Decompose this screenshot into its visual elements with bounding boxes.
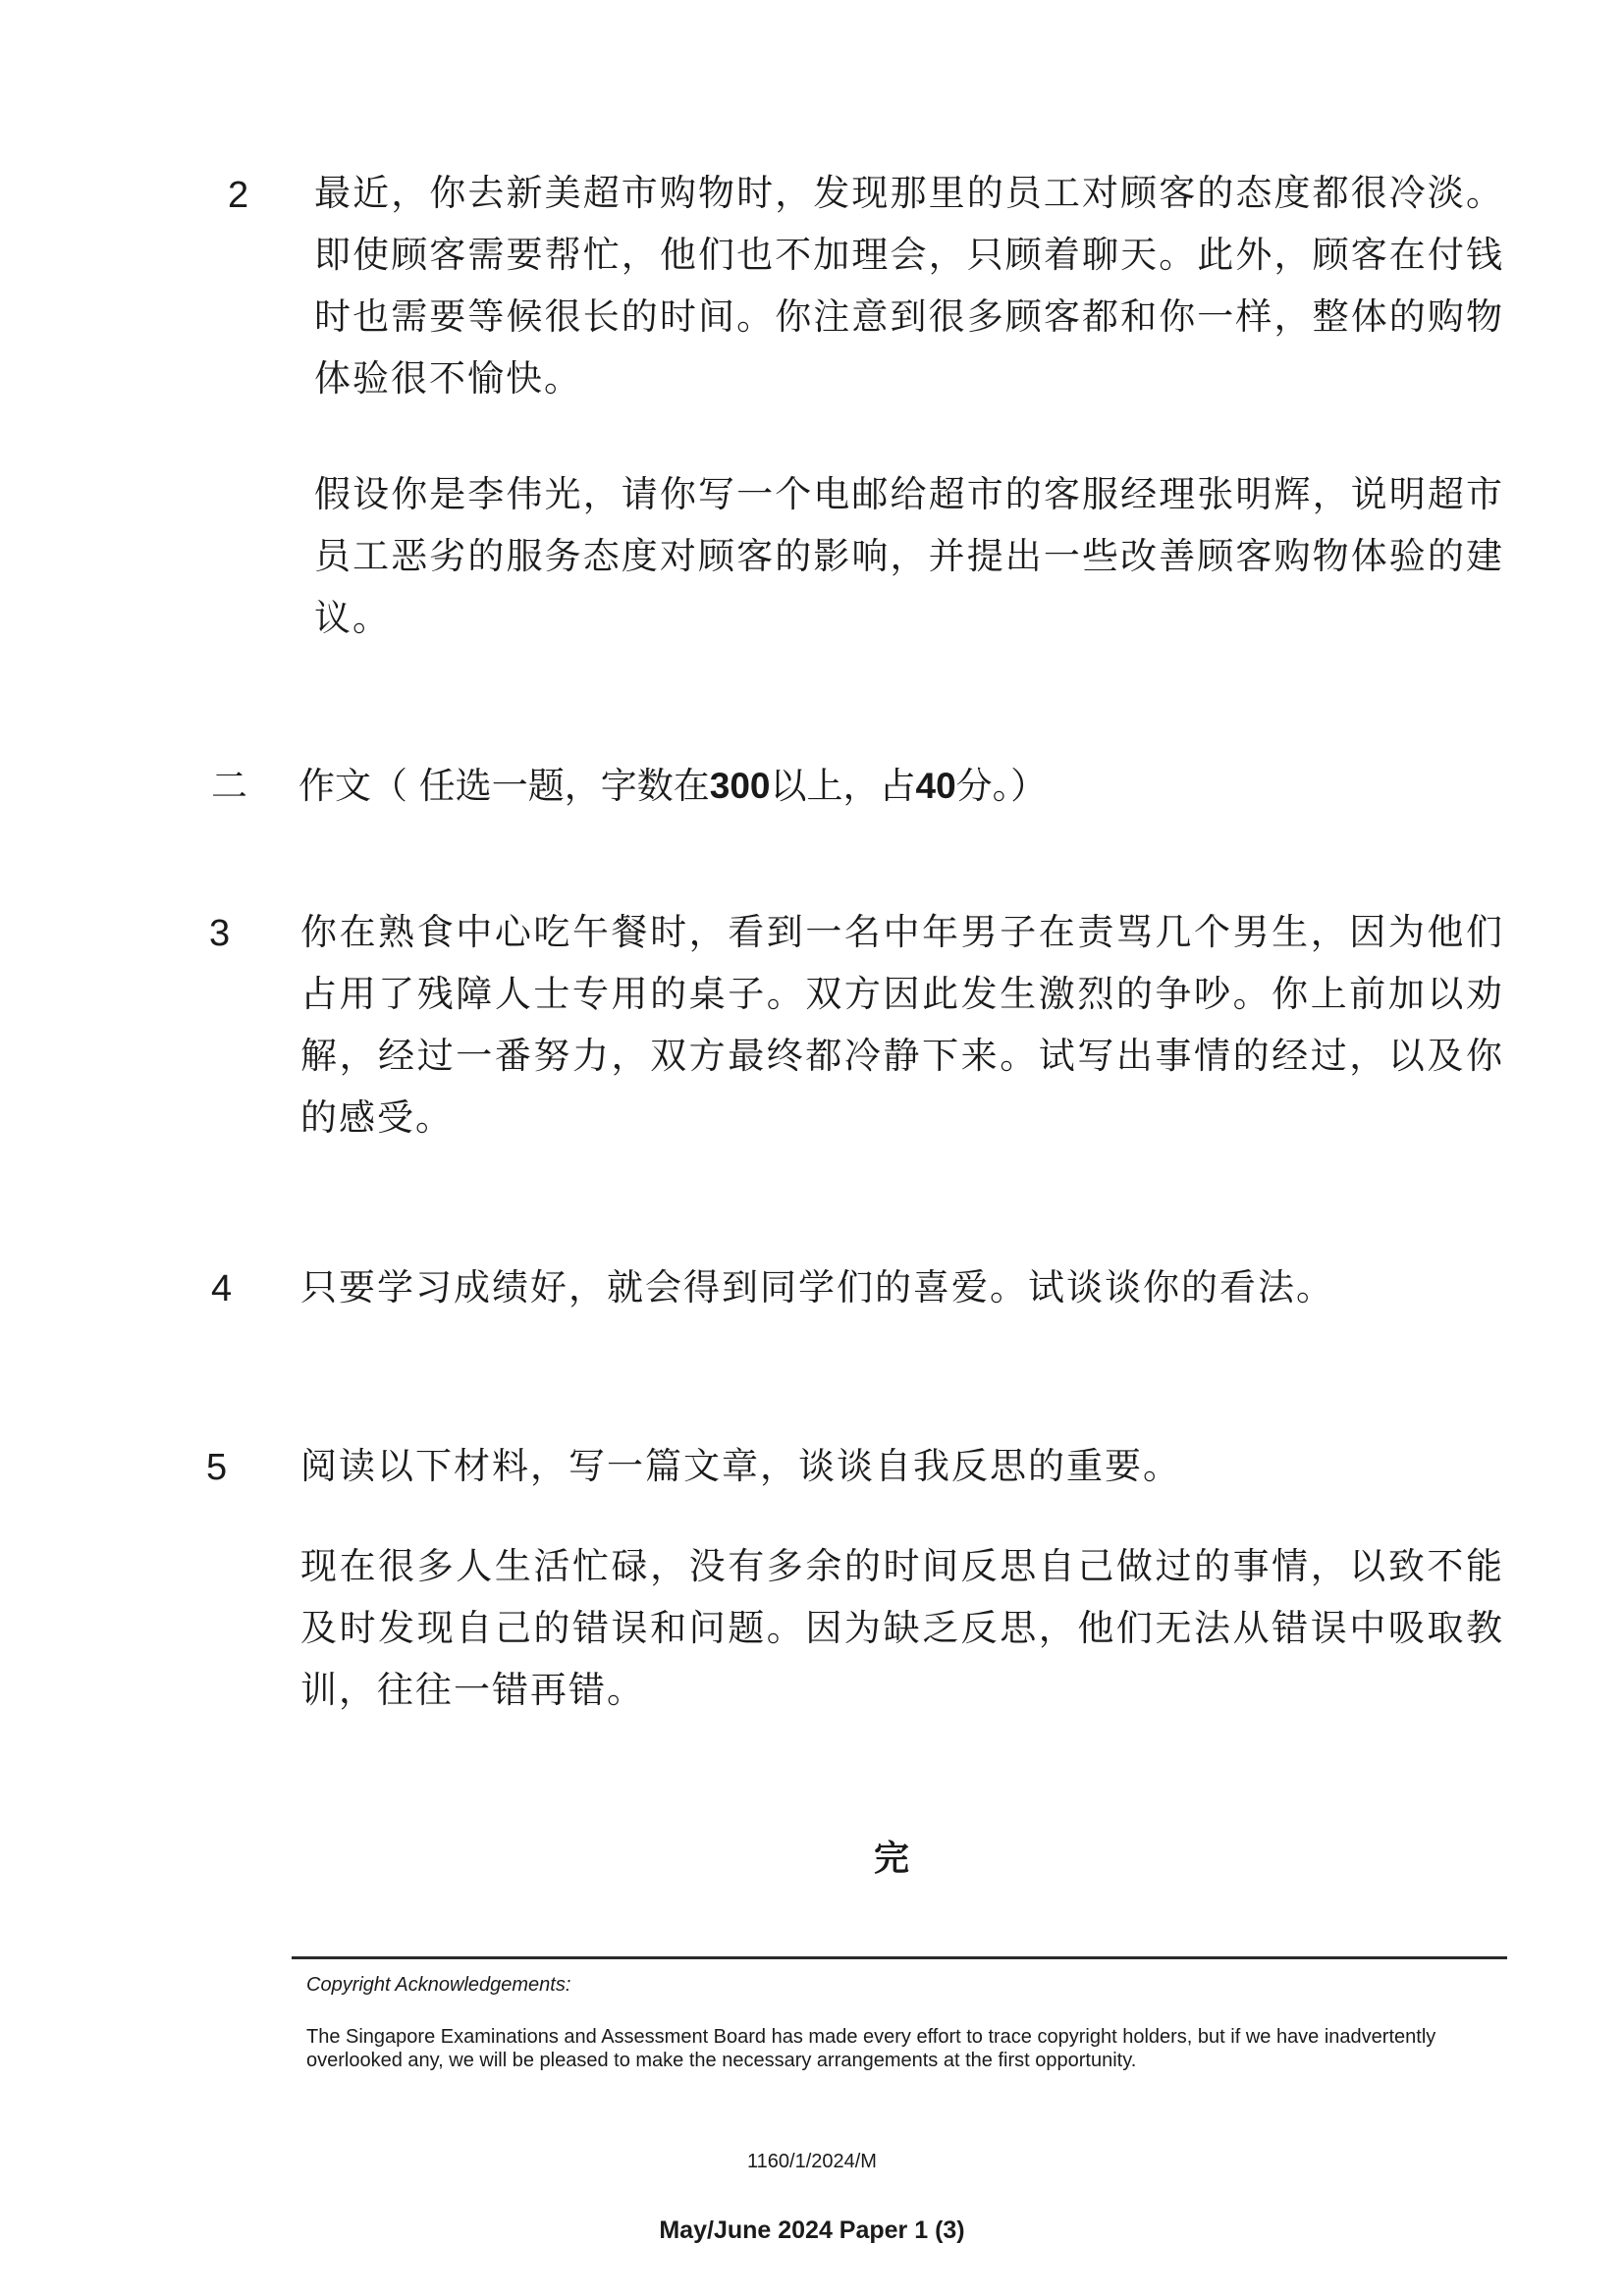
section-2-heading	[211, 765, 1048, 807]
question-2-paragraph-1: 最近，你去新美超市购物时，发现那里的员工对顾客的态度都很冷淡。即使顾客需要帮忙，他们也不加理会，只顾着聊天。此外，顾客在付钱时也需要等候很长的时间。你注意到很多顾客都和你一样，整体的购物体验很不愉快。	[314, 172, 1504, 400]
section-2-title-prefix: 作文（ 任选一题，字数在	[298, 765, 710, 807]
question-5-number: 5	[206, 1447, 228, 1488]
question-5-prompt: 阅读以下材料，写一篇文章，谈谈自我反思的重要。	[300, 1445, 1181, 1487]
question-4-number: 4	[211, 1268, 233, 1309]
question-3-number: 3	[209, 913, 231, 954]
page-footer: May/June 2024 Paper 1 (3)	[659, 2216, 965, 2244]
question-2-paragraph-2: 假设你是李伟光，请你写一个电邮给超市的客服经理张明辉，说明超市员工恶劣的服务态度对顾客的影响，并提出一些改善顾客购物体验的建议。	[314, 473, 1504, 639]
copyright-heading: Copyright Acknowledgements:	[306, 1974, 571, 1996]
question-5-material: 现在很多人生活忙碌，没有多余的时间反思自己做过的事情，以致不能及时发现自己的错误和问题。因为缺乏反思，他们无法从错误中吸取教训，往往一错再错。	[300, 1545, 1504, 1711]
copyright-body: The Singapore Examinations and Assessment Board has made every effort to trace copyright holders, but if we have inadvertently overlooked any, we will be pleased to make the necessary arrangements at the first opportunity.	[306, 2026, 1436, 2071]
footer-divider	[292, 1956, 1507, 1959]
section-2-title-middle: 以上，占	[770, 765, 916, 807]
question-4-paragraph: 只要学习成绩好，就会得到同学们的喜爱。试谈谈你的看法。	[300, 1266, 1334, 1308]
section-2-numeral: 二	[211, 765, 247, 807]
section-2-word-count: 300	[709, 766, 771, 806]
paper-code: 1160/1/2024/M	[747, 2151, 877, 2172]
section-2-title-suffix: 分。）	[955, 765, 1048, 807]
section-2-marks: 40	[915, 766, 956, 806]
question-2-number: 2	[228, 175, 249, 216]
question-3-paragraph: 你在熟食中心吃午餐时，看到一名中年男子在责骂几个男生，因为他们占用了残障人士专用的桌子。双方因此发生激烈的争吵。你上前加以劝解，经过一番努力，双方最终都冷静下来。试写出事情的经过，以及你的感受。	[300, 911, 1504, 1139]
end-mark: 完	[874, 1839, 910, 1879]
